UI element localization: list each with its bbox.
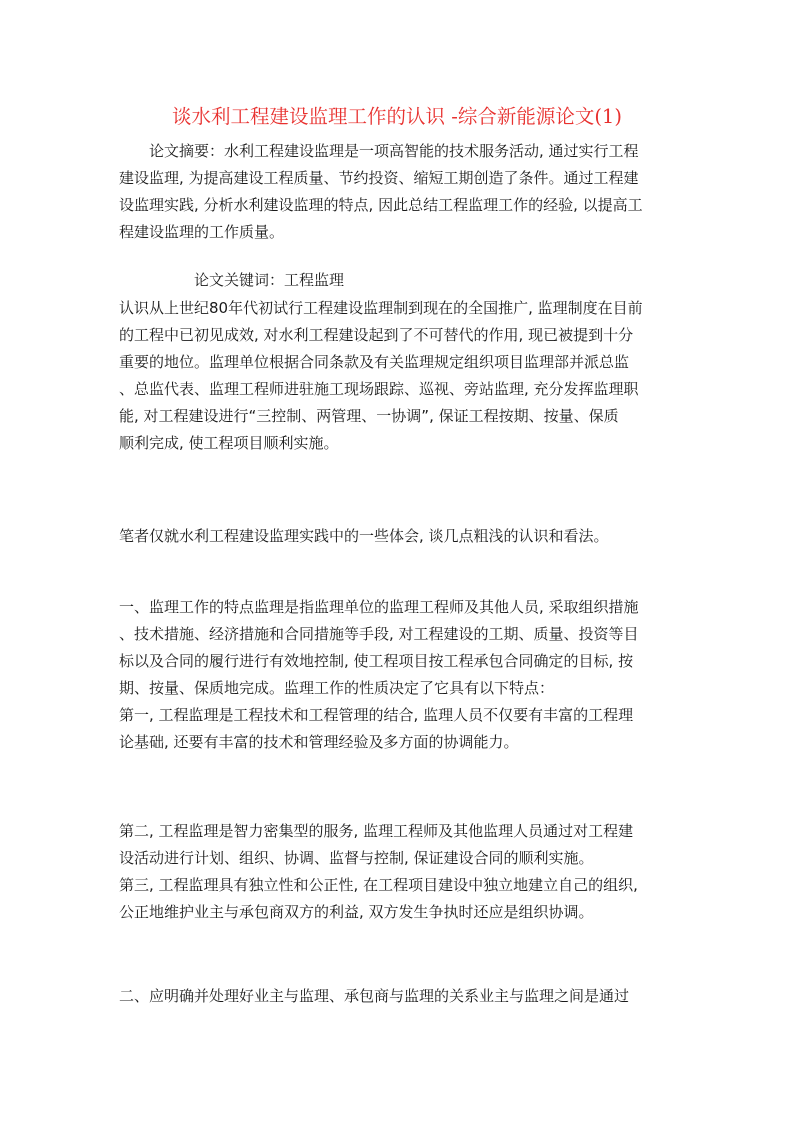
document-title: 谈水利工程建设监理工作的认识 -综合新能源论文(1) [172, 105, 622, 128]
text-line: 重要的地位。监理单位根据合同条款及有关监理规定组织项目监理部并派总监 [119, 353, 630, 371]
text-line: 一、监理工作的特点监理是指监理单位的监理工程师及其他人员, 采取组织措施 [119, 598, 639, 616]
text-line: 第二, 工程监理是智力密集型的服务, 监理工程师及其他监理人员通过对工程建 [119, 822, 634, 840]
text-line: 的工程中已初见成效, 对水利工程建设起到了不可替代的作用, 现已被提到十分 [119, 326, 634, 344]
text-line: 二、应明确并处理好业主与监理、承包商与监理的关系业主与监理之间是通过 [119, 987, 630, 1005]
text-line: 标以及合同的履行进行有效地控制, 使工程项目按工程承包合同确定的目标, 按 [119, 652, 634, 670]
text-line: 第一, 工程监理是工程技术和工程管理的结合, 监理人员不仅要有丰富的工程理 [119, 706, 634, 724]
text-line: 认识从上世纪80年代初试行工程建设监理制到现在的全国推广, 监理制度在目前 [119, 299, 643, 317]
text-line: 建设监理, 为提高建设工程质量、节约投资、缩短工期创造了条件。通过工程建 [119, 169, 639, 187]
text-line: 第三, 工程监理具有独立性和公正性, 在工程项目建设中独立地建立自己的组织, [119, 876, 638, 894]
point-2-paragraph [119, 818, 679, 926]
keywords-line [119, 267, 679, 294]
intro-paragraph [119, 295, 679, 457]
text-line: 能, 对工程建设进行“三控制、两管理、一协调”, 保证工程按期、按量、保质 [119, 407, 619, 425]
text-line: 设活动进行计划、组织、协调、监督与控制, 保证建设合同的顺利实施。 [119, 849, 594, 867]
text-line: 设监理实践, 分析水利建设监理的特点, 因此总结工程监理工作的经验, 以提高工 [119, 196, 643, 214]
author-note-paragraph [119, 523, 679, 550]
abstract-paragraph [119, 138, 679, 246]
text-line: 笔者仅就水利工程建设监理实践中的一些体会, 谈几点粗浅的认识和看法。 [119, 527, 609, 545]
text-line: 、总监代表、监理工程师进驻施工现场跟踪、巡视、旁站监理, 充分发挥监理职 [119, 380, 639, 398]
text-line: 程建设监理的工作质量。 [119, 223, 285, 241]
text-line: 顺利完成, 使工程项目顺利实施。 [119, 434, 339, 452]
text-line: 、技术措施、经济措施和合同措施等手段, 对工程建设的工期、质量、投资等目 [119, 625, 639, 643]
text-line: 论基础, 还要有丰富的技术和管理经验及多方面的协调能力。 [119, 733, 519, 751]
text-line: 论文关键词：工程监理 [119, 271, 345, 289]
section-2-paragraph [119, 983, 679, 1010]
text-line: 论文摘要：水利工程建设监理是一项高智能的技术服务活动, 通过实行工程 [119, 142, 639, 160]
text-line: 公正地维护业主与承包商双方的利益, 双方发生争执时还应是组织协调。 [119, 903, 594, 921]
text-line: 期、按量、保质地完成。监理工作的性质决定了它具有以下特点： [119, 679, 555, 697]
section-1-paragraph [119, 594, 679, 756]
